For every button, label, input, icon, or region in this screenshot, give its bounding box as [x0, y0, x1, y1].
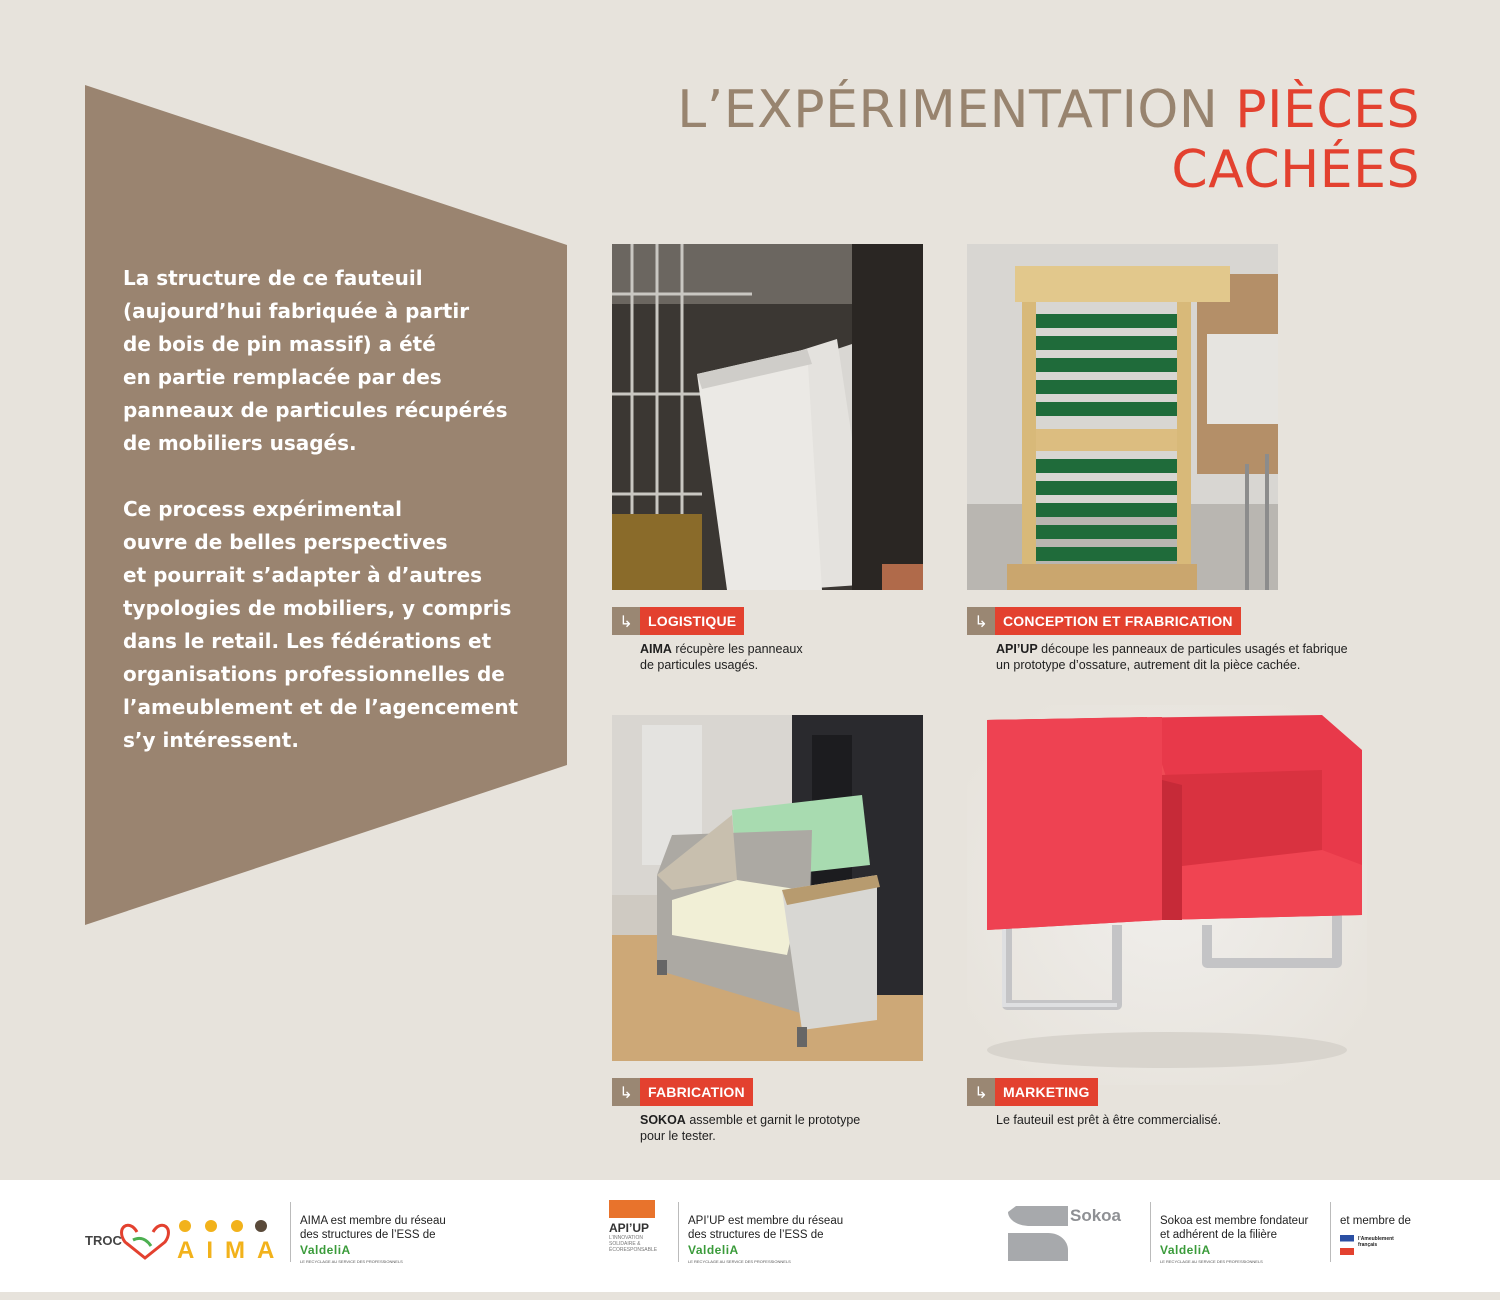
arrow-down-right-icon: ↳: [612, 607, 640, 635]
valdelia-logo-sokoa: ValdeliA: [1160, 1243, 1211, 1257]
footer: [0, 1180, 1500, 1292]
step-fabrication-header: [612, 1078, 753, 1106]
footer-separator-sokoa: [1150, 1202, 1151, 1262]
step-logistique-text: récupère les panneaux de particules usagés.: [640, 642, 803, 672]
step-marketing-label: MARKETING: [995, 1078, 1098, 1106]
apiup-logo-mark: [609, 1200, 655, 1218]
intro-paragraph-2: Ce process expérimental ouvre de belles perspectives et pourrait s’adapter à d’autres typologies de mobiliers, y compris dans le retail. Les fédérations et organisations professionnelles de l’ameublement et de l’agencement s’y intéressent.: [123, 497, 519, 752]
footer-separator-apiup: [678, 1202, 679, 1262]
title-part-1: L’EXPÉRIMENTATION: [677, 80, 1236, 140]
valdelia-tagline-aima: LE RECYCLAGE AU SERVICE DES PROFESSIONNELS: [300, 1259, 403, 1264]
valdelia-logo-aima: ValdeliA: [300, 1243, 351, 1257]
step-marketing-header: [967, 1078, 1098, 1106]
step-conception-actor: API’UP: [996, 642, 1038, 656]
step-marketing-description: [996, 1112, 1376, 1128]
sokoa-logo-mark: [1008, 1206, 1068, 1261]
arrow-down-right-icon: ↳: [612, 1078, 640, 1106]
apiup-logo-subtitle: L’INNOVATION SOLIDAIRE & ÉCORESPONSABLE: [609, 1235, 658, 1253]
member-text: et membre de: [1340, 1215, 1411, 1227]
aima-logo-text-2: AIMA: [177, 1237, 287, 1264]
title-part-2: PIÈCES CACHÉES: [1171, 80, 1420, 200]
step-conception-label: CONCEPTION ET FRABRICATION: [995, 607, 1241, 635]
valdelia-tagline-apiup: LE RECYCLAGE AU SERVICE DES PROFESSIONNELS: [688, 1259, 791, 1264]
photo-logistique: [612, 244, 923, 590]
step-conception-header: [967, 607, 1241, 635]
sokoa-logo-text: Sokoa: [1070, 1206, 1122, 1225]
footer-separator-aima: [290, 1202, 291, 1262]
step-logistique-label: LOGISTIQUE: [640, 607, 744, 635]
step-fabrication-description: [640, 1112, 920, 1144]
footer-bottom-strip: [0, 1292, 1500, 1300]
ameublement-francais-logo: [1340, 1235, 1460, 1257]
step-logistique-description: [640, 641, 900, 673]
page-title: [480, 80, 1420, 200]
photo-fabrication: [612, 715, 923, 1061]
intro-paragraph-1: La structure de ce fauteuil (aujourd’hui fabriquée à partir de bois de pin massif) a été en partie remplacée par des panneaux de particules récupérés de mobiliers usagés.: [123, 266, 508, 455]
step-fabrication-text: assemble et garnit le prototype pour le tester.: [640, 1113, 861, 1143]
ameublement-logo-text: l’Ameublement français: [1358, 1236, 1394, 1248]
step-conception-text: découpe les panneaux de particules usagés et fabrique un prototype d’ossature, autrement dit la pièce cachée.: [996, 642, 1348, 672]
arrow-down-right-icon: ↳: [967, 1078, 995, 1106]
apiup-logo-text: API’UP: [609, 1221, 650, 1235]
step-fabrication-label: FABRICATION: [640, 1078, 753, 1106]
step-fabrication-actor: SOKOA: [640, 1113, 686, 1127]
photo-conception: [967, 244, 1278, 590]
aima-logo: [85, 1210, 287, 1270]
footer-separator-member: [1330, 1202, 1331, 1262]
aima-membership-text: AIMA est membre du réseau des structures de l’ESS de: [300, 1215, 446, 1241]
arrow-down-right-icon: ↳: [967, 607, 995, 635]
valdelia-tagline-sokoa: LE RECYCLAGE AU SERVICE DES PROFESSIONNELS: [1160, 1259, 1263, 1264]
sokoa-membership-text: Sokoa est membre fondateur et adhérent de la filière: [1160, 1215, 1309, 1241]
intro-text: [123, 262, 543, 757]
photo-marketing: [967, 705, 1367, 1085]
aima-logo-text: TROC: [85, 1233, 122, 1248]
valdelia-logo-apiup: ValdeliA: [688, 1243, 739, 1257]
step-marketing-text: Le fauteuil est prêt à être commercialisé.: [996, 1113, 1222, 1127]
ameublement-flag-mark: [1340, 1235, 1354, 1255]
apiup-membership-text: API’UP est membre du réseau des structures de l’ESS de: [688, 1215, 844, 1241]
sokoa-logo: [1008, 1206, 1138, 1266]
apiup-logo: [609, 1200, 657, 1270]
step-logistique-header: [612, 607, 744, 635]
step-conception-description: [996, 641, 1416, 673]
step-logistique-actor: AIMA: [640, 642, 672, 656]
